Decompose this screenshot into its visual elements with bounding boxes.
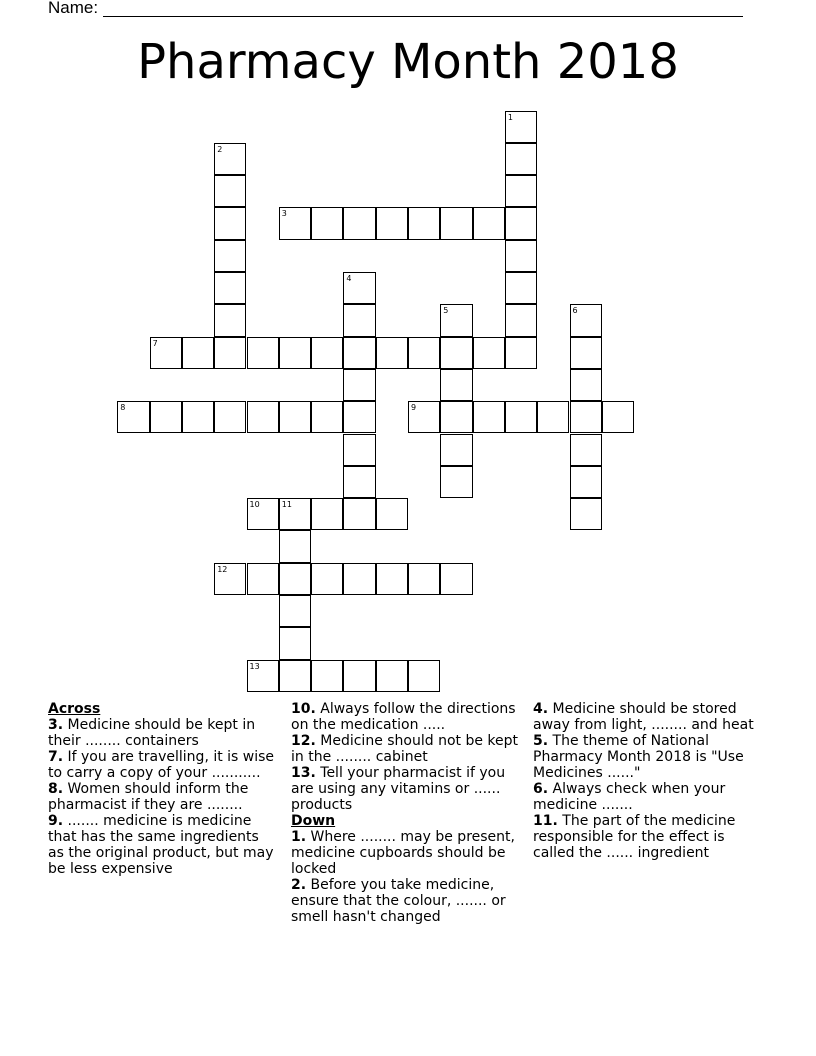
grid-cell[interactable] [505, 143, 537, 175]
grid-cell[interactable] [473, 207, 505, 239]
clue-number: 7 [152, 338, 158, 348]
grid-cell[interactable] [505, 175, 537, 207]
grid-cell[interactable] [343, 369, 375, 401]
clue-number: 8 [120, 403, 126, 413]
grid-cell[interactable] [279, 530, 311, 562]
clue-number: 4 [346, 274, 352, 283]
clue-number: 12 [217, 564, 228, 574]
grid-cell[interactable] [214, 143, 246, 175]
grid-cell[interactable] [505, 401, 537, 433]
grid-cell[interactable] [214, 337, 246, 369]
grid-cell[interactable] [505, 337, 537, 369]
grid-cell[interactable] [440, 369, 472, 401]
clue-number: 6 [572, 306, 578, 316]
grid-cell[interactable] [343, 272, 375, 304]
grid-cell[interactable] [311, 660, 343, 692]
down-heading: Down [291, 813, 336, 829]
grid-cell[interactable] [376, 337, 408, 369]
grid-cell[interactable] [440, 401, 472, 433]
clue-down-6: 6. Always check when your medicine ....... [533, 781, 726, 813]
grid-cell[interactable] [570, 498, 602, 530]
grid-cell[interactable] [408, 401, 440, 433]
grid-cell[interactable] [247, 401, 279, 433]
clue-across-3: 3. Medicine should be kept in their ........ containers [48, 717, 256, 749]
grid-cell[interactable] [343, 660, 375, 692]
grid-cell[interactable] [440, 207, 472, 239]
clue-across-10: 10. Always follow the directions on the medication ..... [291, 701, 516, 733]
grid-cell[interactable] [343, 498, 375, 530]
grid-cell[interactable] [214, 240, 246, 272]
across-heading: Across [48, 701, 101, 717]
clue-down-4: 4. Medicine should be stored away from light, ........ and heat [533, 701, 754, 733]
grid-cell[interactable] [570, 337, 602, 369]
grid-cell[interactable] [214, 175, 246, 207]
grid-cell[interactable] [440, 304, 472, 336]
grid-cell[interactable] [247, 660, 279, 692]
grid-cell[interactable] [279, 627, 311, 659]
grid-cell[interactable] [376, 660, 408, 692]
name-label: Name: [48, 0, 99, 17]
grid-cell[interactable] [408, 207, 440, 239]
grid-cell[interactable] [505, 207, 537, 239]
clues-column-3 [533, 701, 758, 861]
grid-cell[interactable] [440, 563, 472, 595]
grid-cell[interactable] [311, 337, 343, 369]
grid-cell[interactable] [214, 272, 246, 304]
grid-cell[interactable] [408, 660, 440, 692]
clue-number: 3 [281, 209, 287, 219]
clue-down-11: 11. The part of the medicine responsible for the effect is called the ...... ingredient [533, 813, 736, 861]
grid-cell[interactable] [505, 304, 537, 336]
grid-cell[interactable] [279, 337, 311, 369]
grid-cell[interactable] [279, 207, 311, 239]
grid-cell[interactable] [440, 337, 472, 369]
grid-cell[interactable] [214, 304, 246, 336]
clue-down-2: 2. Before you take medicine, ensure that the colour, ....... or smell hasn't changed [291, 877, 506, 925]
grid-cell[interactable] [570, 304, 602, 336]
grid-cell[interactable] [602, 401, 634, 433]
grid-cell[interactable] [150, 337, 182, 369]
clue-number: 13 [249, 661, 260, 671]
grid-cell[interactable] [343, 337, 375, 369]
grid-cell[interactable] [214, 563, 246, 595]
grid-cell[interactable] [408, 563, 440, 595]
clue-across-9: 9. ....... medicine is medicine that has the same ingredients as the original product, but may be less expensive [48, 813, 274, 877]
grid-cell[interactable] [311, 498, 343, 530]
grid-cell[interactable] [343, 434, 375, 466]
grid-cell[interactable] [247, 337, 279, 369]
clue-number: 9 [411, 403, 417, 413]
grid-cell[interactable] [247, 498, 279, 530]
grid-cell[interactable] [376, 563, 408, 595]
grid-cell[interactable] [343, 207, 375, 239]
clue-down-1: 1. Where ........ may be present, medicine cupboards should be locked [291, 829, 515, 877]
grid-cell[interactable] [343, 304, 375, 336]
grid-cell[interactable] [570, 401, 602, 433]
grid-cell[interactable] [117, 401, 149, 433]
clue-across-7: 7. If you are travelling, it is wise to carry a copy of your ........... [48, 749, 275, 781]
clue-across-8: 8. Women should inform the pharmacist if they are ........ [48, 781, 249, 813]
grid-cell[interactable] [376, 207, 408, 239]
grid-cell[interactable] [279, 401, 311, 433]
grid-cell[interactable] [214, 401, 246, 433]
grid-cell[interactable] [279, 595, 311, 627]
grid-cell[interactable] [311, 563, 343, 595]
grid-cell[interactable] [408, 337, 440, 369]
clue-number: 10 [249, 500, 260, 510]
grid-cell[interactable] [182, 401, 214, 433]
clue-down-5: 5. The theme of National Pharmacy Month 2018 is "Use Medicines ......" [533, 733, 744, 781]
grid-cell[interactable] [440, 466, 472, 498]
grid-cell[interactable] [247, 563, 279, 595]
clue-number: 11 [281, 500, 292, 510]
clue-across-13: 13. Tell your pharmacist if you are using any vitamins or ...... products [291, 765, 506, 813]
grid-cell[interactable] [343, 466, 375, 498]
grid-cell[interactable] [440, 434, 472, 466]
grid-cell[interactable] [279, 563, 311, 595]
grid-cell[interactable] [505, 240, 537, 272]
clue-across-12: 12. Medicine should not be kept in the ........ cabinet [291, 733, 519, 765]
clues-column-1 [48, 701, 276, 877]
grid-cell[interactable] [570, 434, 602, 466]
grid-cell[interactable] [311, 401, 343, 433]
grid-cell[interactable] [537, 401, 569, 433]
grid-cell[interactable] [505, 111, 537, 143]
grid-cell[interactable] [214, 207, 246, 239]
clue-number: 5 [443, 306, 449, 316]
page-title: Pharmacy Month 2018 [137, 34, 679, 90]
grid-cell[interactable] [376, 498, 408, 530]
grid-cell[interactable] [570, 466, 602, 498]
grid-cell[interactable] [311, 207, 343, 239]
grid-cell[interactable] [505, 272, 537, 304]
clues-column-2 [291, 701, 527, 925]
grid-cell[interactable] [343, 401, 375, 433]
clue-number: 1 [507, 112, 513, 122]
grid-cell[interactable] [343, 563, 375, 595]
grid-cell[interactable] [182, 337, 214, 369]
grid-cell[interactable] [150, 401, 182, 433]
grid-cell[interactable] [279, 498, 311, 530]
grid-cell[interactable] [570, 369, 602, 401]
grid-cell[interactable] [473, 337, 505, 369]
clue-number: 2 [217, 144, 223, 154]
grid-cell[interactable] [279, 660, 311, 692]
grid-cell[interactable] [473, 401, 505, 433]
